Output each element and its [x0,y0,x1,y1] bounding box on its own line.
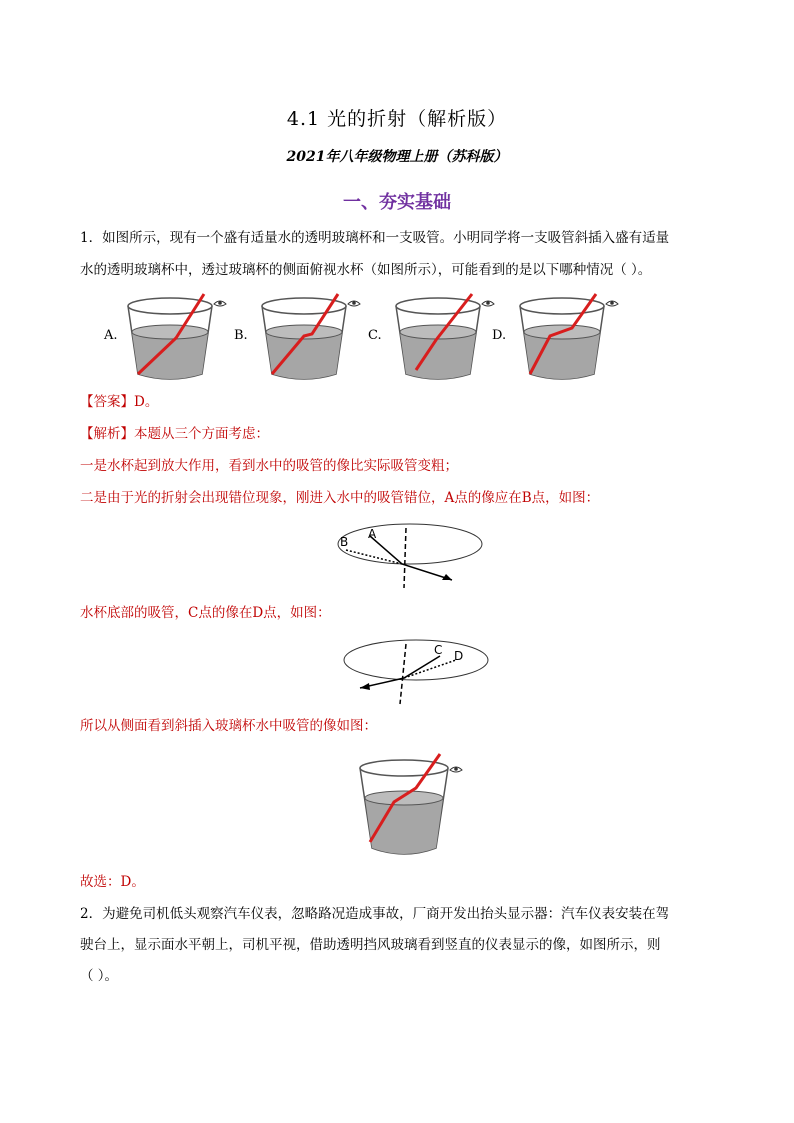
option-d-label: D. [492,328,507,343]
eye-icon [450,767,462,772]
final-image-figure [352,750,472,862]
conclusion: 故选：D。 [80,874,145,890]
refraction-diagram-c-d [340,638,492,706]
analysis-line-3: 水杯底部的吸管，C点的像在D点，如图： [80,605,331,621]
option-c-label: C. [368,328,382,343]
analysis-line-2: 二是由于光的折射会出现错位现象，刚进入水中的吸管错位，A点的像应在B点，如图： [80,490,600,506]
point-b-label: B [340,535,349,549]
refraction-diagram-a-b [334,522,486,590]
option-d-figure [510,286,620,386]
analysis-title: 【解析】本题从三个方面考虑： [80,426,269,442]
page-subtitle: 2021年八年级物理上册（苏科版） [286,149,508,165]
point-d-label: D [454,649,464,663]
option-a-label: A. [104,328,118,343]
option-b-label: B. [234,328,248,343]
analysis-line-1: 一是水杯起到放大作用，看到水中的吸管的像比实际吸管变粗； [80,458,458,474]
question-2-line-3: （ ）。 [80,968,119,984]
point-c-label: C [434,643,443,657]
eye-icon [348,301,360,306]
question-1-stem-line-2: 水的透明玻璃杯中，透过玻璃杯的侧面俯视水杯（如图所示），可能看到的是以下哪种情况（ ）。 [80,262,652,278]
option-c-figure [386,286,496,386]
question-2-line-1: 2．为避免司机低头观察汽车仪表，忽略路况造成事故，厂商开发出抬头显示器：汽车仪表安装在驾 [80,906,670,922]
option-b-figure [252,286,362,386]
option-a-figure [118,286,228,386]
answer: 【答案】D。 [80,394,159,410]
eye-icon [482,301,494,306]
point-a-label: A [368,527,377,541]
eye-icon [214,301,226,306]
question-1-stem-line-1: 1．如图所示，现有一个盛有适量水的透明玻璃杯和一支吸管。小明同学将一支吸管斜插入盛有适量 [80,230,670,246]
eye-icon [606,301,618,306]
section-title: 一、夯实基础 [343,192,451,213]
page-title: 4.1 光的折射（解析版） [286,108,508,130]
analysis-line-4: 所以从侧面看到斜插入玻璃杯水中吸管的像如图： [80,718,377,734]
question-2-line-2: 驶台上，显示面水平朝上，司机平视，借助透明挡风玻璃看到竖直的仪表显示的像，如图所示，则 [80,937,661,953]
